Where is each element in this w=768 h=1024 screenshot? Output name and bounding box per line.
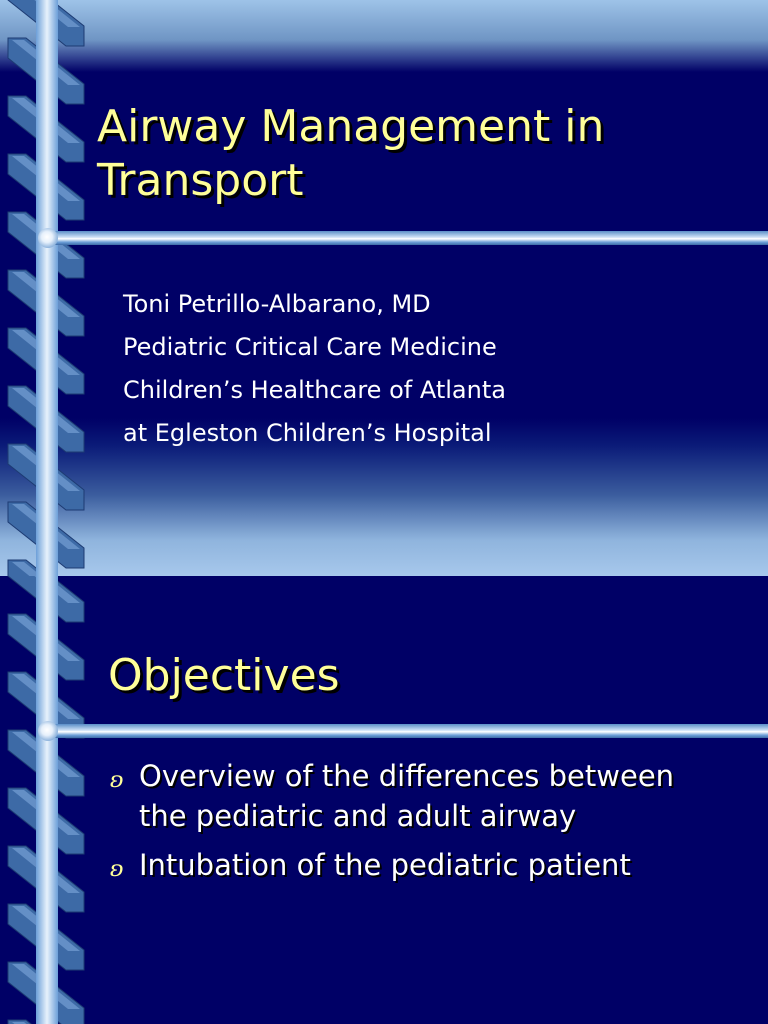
author-institution: Children’s Healthcare of Atlanta — [123, 376, 506, 404]
title-divider-bar — [40, 231, 768, 245]
bullet-icon: ʚ — [110, 857, 124, 882]
slide-title: Airway Management in Transport — [97, 101, 605, 206]
spiral-binding-decoration — [0, 576, 90, 1024]
objective-text: Overview of the differences between the pediatric and adult airway — [139, 759, 675, 833]
slide-title: Objectives — [108, 650, 340, 701]
divider-knob-icon — [38, 721, 58, 741]
author-department: Pediatric Critical Care Medicine — [123, 333, 497, 361]
bullet-icon: ʚ — [110, 768, 124, 793]
author-info — [123, 283, 506, 455]
author-hospital: at Egleston Children’s Hospital — [123, 419, 492, 447]
objectives-list — [108, 756, 728, 894]
spiral-binding-decoration — [0, 0, 90, 576]
title-divider-bar — [40, 724, 768, 738]
objective-item — [108, 845, 728, 885]
objective-text: Intubation of the pediatric patient — [139, 848, 631, 882]
author-name: Toni Petrillo-Albarano, MD — [123, 290, 431, 318]
objective-item — [108, 756, 728, 836]
objectives-slide — [0, 576, 768, 1024]
divider-knob-icon — [38, 228, 58, 248]
